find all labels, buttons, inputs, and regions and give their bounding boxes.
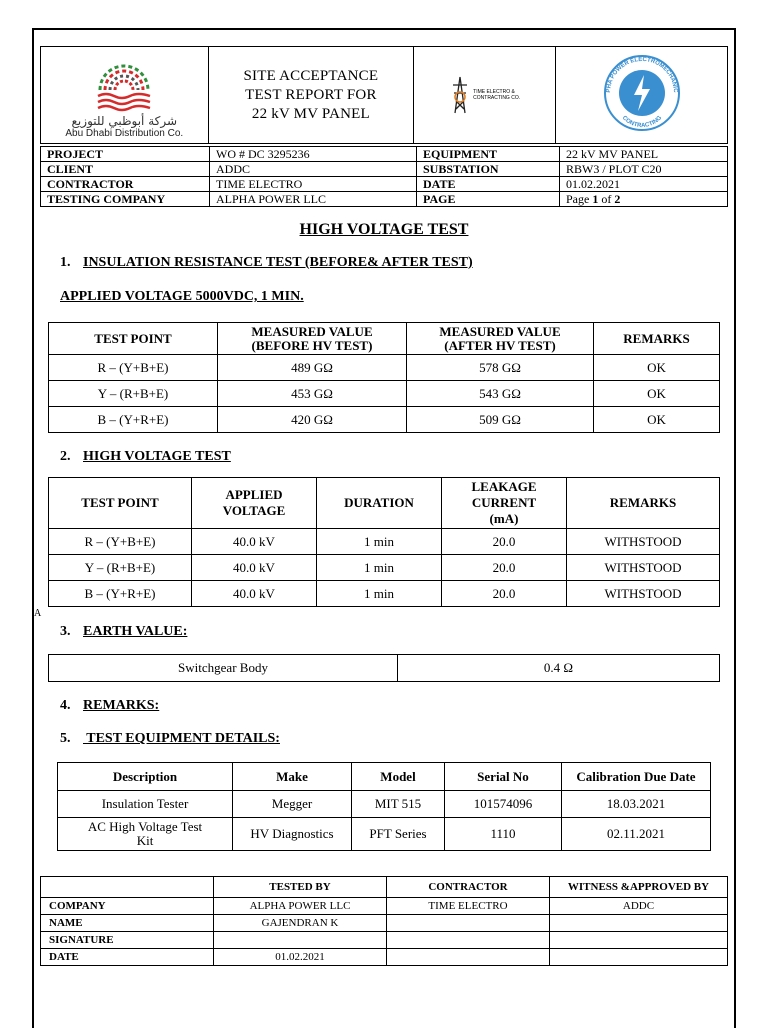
table-cell: GAJENDRAN K bbox=[214, 915, 387, 932]
table-cell: ADDC bbox=[550, 898, 728, 915]
table-cell: 509 GΩ bbox=[407, 407, 594, 433]
signature-field bbox=[550, 932, 728, 949]
info-label: TESTING COMPANY bbox=[41, 192, 210, 207]
table-row bbox=[41, 192, 728, 207]
table-row bbox=[58, 818, 711, 851]
column-header: REMARKS bbox=[594, 323, 720, 355]
test-equipment-table bbox=[57, 762, 711, 851]
applied-voltage-text: APPLIED VOLTAGE 5000VDC, 1 MIN. bbox=[60, 289, 304, 304]
info-label: EQUIPMENT bbox=[417, 147, 560, 162]
table-cell: 578 GΩ bbox=[407, 355, 594, 381]
table-cell: 0.4 Ω bbox=[398, 655, 720, 682]
table-header-row bbox=[41, 877, 728, 898]
table-row bbox=[41, 898, 728, 915]
table-cell: B – (Y+R+E) bbox=[49, 581, 192, 607]
applied-voltage-line bbox=[60, 289, 304, 305]
signature-table bbox=[40, 876, 728, 966]
table-cell bbox=[387, 915, 550, 932]
contractor-logo-line: TIME ELECTRO & bbox=[473, 89, 515, 95]
info-value: WO # DC 3295236 bbox=[210, 147, 417, 162]
table-cell: Y – (R+B+E) bbox=[49, 381, 218, 407]
column-header bbox=[41, 877, 214, 898]
section-number: 5. bbox=[60, 731, 71, 746]
column-header-text: MEASURED VALUE (AFTER HV TEST) bbox=[439, 323, 561, 353]
alpha-power-logo-icon bbox=[598, 53, 686, 133]
contractor-logo-line: CONTRACTING CO. bbox=[473, 95, 521, 101]
table-cell: OK bbox=[594, 355, 720, 381]
high-voltage-test-table bbox=[48, 477, 720, 607]
earth-value-table bbox=[48, 654, 720, 682]
row-label: SIGNATURE bbox=[41, 932, 214, 949]
info-value: ALPHA POWER LLC bbox=[210, 192, 417, 207]
section-number: 3. bbox=[60, 624, 71, 639]
table-row bbox=[41, 915, 728, 932]
document-title bbox=[209, 67, 414, 124]
addc-logo-cell bbox=[41, 47, 209, 144]
table-row bbox=[41, 932, 728, 949]
column-header: CONTRACTOR bbox=[387, 877, 550, 898]
info-label: CONTRACTOR bbox=[41, 177, 210, 192]
table-cell: B – (Y+R+E) bbox=[49, 407, 218, 433]
table-cell: WITHSTOOD bbox=[567, 529, 720, 555]
title-cell bbox=[208, 47, 414, 144]
section-2-heading bbox=[60, 449, 231, 465]
alpha-logo-top-text: PHA POWER ELECTROMECHANIC bbox=[605, 56, 678, 93]
transmission-tower-icon bbox=[449, 75, 471, 115]
table-cell: 40.0 kV bbox=[192, 529, 317, 555]
addc-emblem-icon bbox=[94, 52, 154, 112]
column-header: DURATION bbox=[317, 478, 442, 529]
table-row bbox=[41, 162, 728, 177]
table-row bbox=[41, 147, 728, 162]
table-row bbox=[58, 791, 711, 818]
table-cell: Megger bbox=[233, 791, 352, 818]
column-header: TEST POINT bbox=[49, 478, 192, 529]
alpha-logo-cell bbox=[556, 47, 728, 144]
page-of: of bbox=[598, 192, 615, 206]
section-title: INSULATION RESISTANCE TEST (BEFORE& AFTER TEST) bbox=[83, 255, 473, 270]
table-cell: 01.02.2021 bbox=[214, 949, 387, 966]
table-cell: WITHSTOOD bbox=[567, 581, 720, 607]
table-cell: 1 min bbox=[317, 529, 442, 555]
table-cell-text: AC High Voltage Test Kit bbox=[87, 819, 203, 848]
row-label: COMPANY bbox=[41, 898, 214, 915]
table-cell: 20.0 bbox=[442, 555, 567, 581]
column-header-text: LEAKAGE CURRENT (mA) bbox=[471, 479, 537, 526]
table-row bbox=[49, 555, 720, 581]
title-line: TEST REPORT FOR bbox=[245, 86, 377, 103]
table-cell: 1 min bbox=[317, 555, 442, 581]
column-header: TEST POINT bbox=[49, 323, 218, 355]
column-header: Serial No bbox=[445, 763, 562, 791]
section-1-heading bbox=[60, 255, 473, 271]
addc-logo bbox=[41, 52, 208, 139]
table-cell: Switchgear Body bbox=[49, 655, 398, 682]
table-cell: 20.0 bbox=[442, 529, 567, 555]
column-header: WITNESS &APPROVED BY bbox=[550, 877, 728, 898]
info-label: DATE bbox=[417, 177, 560, 192]
page-prefix: Page bbox=[566, 192, 593, 206]
table-cell: PFT Series bbox=[352, 818, 445, 851]
column-header bbox=[192, 478, 317, 529]
header-table bbox=[40, 46, 728, 144]
contractor-logo-text bbox=[473, 89, 520, 101]
info-value: RBW3 / PLOT C20 bbox=[560, 162, 728, 177]
table-row bbox=[49, 655, 720, 682]
section-3-heading bbox=[60, 624, 187, 640]
table-cell: MIT 515 bbox=[352, 791, 445, 818]
section-title: HIGH VOLTAGE TEST bbox=[83, 449, 231, 464]
table-row bbox=[49, 529, 720, 555]
signature-field bbox=[214, 932, 387, 949]
table-cell: 1 min bbox=[317, 581, 442, 607]
info-value: ADDC bbox=[210, 162, 417, 177]
info-label: PAGE bbox=[417, 192, 560, 207]
main-heading: HIGH VOLTAGE TEST bbox=[299, 221, 469, 238]
page-total: 2 bbox=[614, 192, 621, 206]
table-cell: 489 GΩ bbox=[218, 355, 407, 381]
section-title: TEST EQUIPMENT DETAILS: bbox=[83, 731, 280, 746]
table-cell: 1110 bbox=[445, 818, 562, 851]
section-5-heading bbox=[60, 731, 280, 747]
page-number: 1 bbox=[592, 192, 599, 206]
insulation-resistance-table bbox=[48, 322, 720, 433]
section-number: 2. bbox=[60, 449, 71, 464]
section-number: 4. bbox=[60, 698, 71, 713]
table-cell: HV Diagnostics bbox=[233, 818, 352, 851]
info-value: TIME ELECTRO bbox=[210, 177, 417, 192]
table-row bbox=[41, 177, 728, 192]
table-cell: R – (Y+B+E) bbox=[49, 355, 218, 381]
alpha-logo-bottom-text: CONTRACTING bbox=[620, 114, 663, 129]
signature-field bbox=[387, 932, 550, 949]
table-cell: Insulation Tester bbox=[58, 791, 233, 818]
table-cell: 40.0 kV bbox=[192, 555, 317, 581]
addc-arabic-name: شركة أبوظبي للتوزيع bbox=[71, 113, 178, 128]
info-label: CLIENT bbox=[41, 162, 210, 177]
stray-mark: A bbox=[34, 608, 42, 619]
contractor-logo-cell bbox=[414, 47, 556, 144]
table-header-row bbox=[49, 323, 720, 355]
table-cell: ALPHA POWER LLC bbox=[214, 898, 387, 915]
table-row bbox=[49, 381, 720, 407]
table-header-row bbox=[58, 763, 711, 791]
table-header-row bbox=[49, 478, 720, 529]
table-row bbox=[49, 581, 720, 607]
column-header: Calibration Due Date bbox=[562, 763, 711, 791]
column-header: Model bbox=[352, 763, 445, 791]
table-cell: 02.11.2021 bbox=[562, 818, 711, 851]
table-cell: 101574096 bbox=[445, 791, 562, 818]
info-value: 22 kV MV PANEL bbox=[560, 147, 728, 162]
table-row bbox=[49, 407, 720, 433]
table-cell: 18.03.2021 bbox=[562, 791, 711, 818]
project-info-table bbox=[40, 146, 728, 207]
page-indicator bbox=[560, 192, 728, 207]
table-cell: 40.0 kV bbox=[192, 581, 317, 607]
column-header: Make bbox=[233, 763, 352, 791]
table-cell: Y – (R+B+E) bbox=[49, 555, 192, 581]
section-number: 1. bbox=[60, 255, 71, 270]
addc-english-name: Abu Dhabi Distribution Co. bbox=[65, 127, 184, 139]
section-title: REMARKS: bbox=[83, 698, 160, 713]
table-cell: R – (Y+B+E) bbox=[49, 529, 192, 555]
contractor-logo bbox=[414, 75, 555, 115]
column-header-text: APPLIED VOLTAGE bbox=[222, 487, 286, 518]
column-header: REMARKS bbox=[567, 478, 720, 529]
column-header bbox=[218, 323, 407, 355]
column-header: TESTED BY bbox=[214, 877, 387, 898]
title-line: SITE ACCEPTANCE bbox=[243, 67, 379, 84]
table-row bbox=[49, 355, 720, 381]
table-cell: 420 GΩ bbox=[218, 407, 407, 433]
title-line: 22 kV MV PANEL bbox=[251, 105, 370, 122]
row-label: NAME bbox=[41, 915, 214, 932]
table-cell: OK bbox=[594, 381, 720, 407]
column-header-text: MEASURED VALUE (BEFORE HV TEST) bbox=[251, 323, 373, 353]
column-header bbox=[407, 323, 594, 355]
column-header: Description bbox=[58, 763, 233, 791]
table-cell bbox=[387, 949, 550, 966]
row-label: DATE bbox=[41, 949, 214, 966]
section-title: EARTH VALUE: bbox=[83, 624, 188, 639]
table-cell: 543 GΩ bbox=[407, 381, 594, 407]
info-label: PROJECT bbox=[41, 147, 210, 162]
info-value: 01.02.2021 bbox=[560, 177, 728, 192]
column-header bbox=[442, 478, 567, 529]
table-cell: 20.0 bbox=[442, 581, 567, 607]
table-cell: OK bbox=[594, 407, 720, 433]
table-row bbox=[41, 949, 728, 966]
table-cell: 453 GΩ bbox=[218, 381, 407, 407]
table-cell: WITHSTOOD bbox=[567, 555, 720, 581]
table-cell bbox=[550, 915, 728, 932]
info-label: SUBSTATION bbox=[417, 162, 560, 177]
table-cell: TIME ELECTRO bbox=[387, 898, 550, 915]
section-4-heading bbox=[60, 698, 159, 714]
table-cell bbox=[550, 949, 728, 966]
table-cell bbox=[58, 818, 233, 851]
